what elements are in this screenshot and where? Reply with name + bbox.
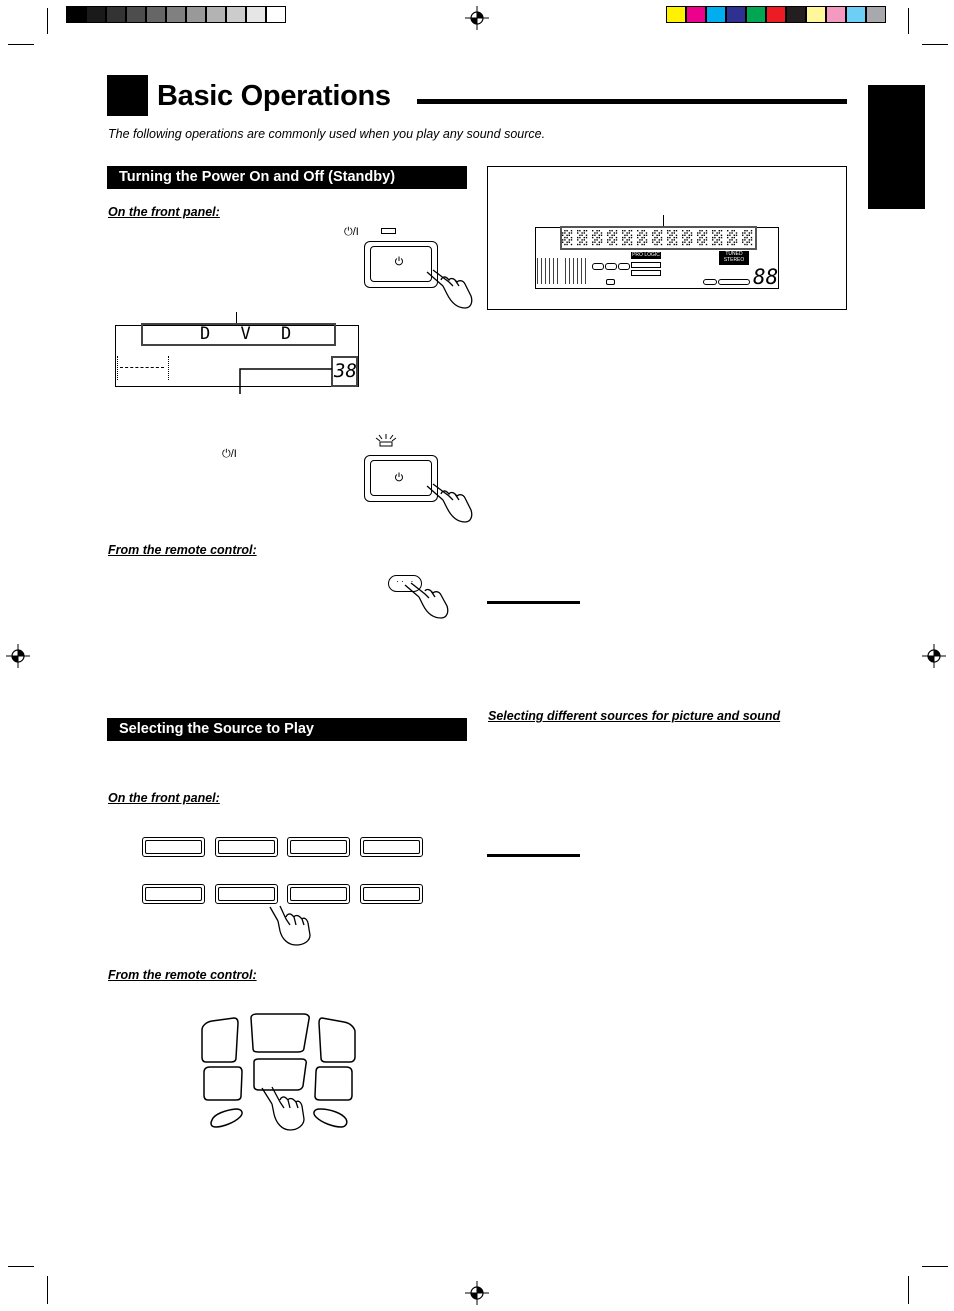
- color-swatch: [746, 6, 766, 23]
- color-swatch: [766, 6, 786, 23]
- different-sources-subhead: Selecting different sources for picture and sound: [488, 709, 781, 723]
- pointing-hand-icon: [258, 1086, 310, 1132]
- level-bars: [537, 258, 561, 284]
- indicator: [703, 279, 717, 285]
- gray-swatch: [246, 6, 266, 23]
- gray-swatch: [146, 6, 166, 23]
- indicator: [592, 263, 604, 270]
- indicator: [606, 279, 615, 285]
- gray-swatch: [186, 6, 206, 23]
- callout-line: [236, 366, 336, 396]
- level-meter-dash: [120, 367, 164, 368]
- indicator: [631, 270, 661, 276]
- crop-mark: [47, 8, 48, 34]
- front-panel-label: On the front panel:: [108, 791, 220, 805]
- source-button[interactable]: [360, 837, 423, 857]
- level-bars: [565, 258, 587, 284]
- standby-symbol-label: ⏻/I: [344, 226, 359, 238]
- character-display-frame: [560, 226, 757, 250]
- source-button[interactable]: [287, 837, 350, 857]
- intro-text: The following operations are commonly used when you play any sound source.: [108, 127, 546, 141]
- registration-mark-icon: [465, 6, 489, 30]
- display-digits: 88: [753, 265, 779, 289]
- crop-mark: [908, 8, 909, 34]
- gray-swatch: [166, 6, 186, 23]
- gray-swatch: [206, 6, 226, 23]
- source-button[interactable]: [215, 837, 278, 857]
- front-panel-label: On the front panel:: [108, 205, 220, 219]
- display-source-name: D V D: [200, 324, 302, 344]
- section-heading-source: Selecting the Source to Play: [107, 718, 467, 741]
- crop-mark: [908, 1276, 909, 1304]
- color-swatch: [806, 6, 826, 23]
- color-swatch: [666, 6, 686, 23]
- color-swatch: [726, 6, 746, 23]
- source-button[interactable]: [215, 884, 278, 904]
- gray-swatch: [126, 6, 146, 23]
- pointing-hand-icon: [264, 905, 316, 947]
- power-icon: [394, 256, 404, 266]
- standby-symbol-label: ⏻/I: [222, 448, 237, 460]
- page-title: Basic Operations: [157, 80, 391, 112]
- color-swatch: [826, 6, 846, 23]
- remote-control-label: From the remote control:: [108, 968, 257, 982]
- display-volume: 38: [334, 360, 357, 382]
- lamp-blink-icon: [373, 433, 399, 449]
- gray-swatch: [66, 6, 86, 23]
- source-button[interactable]: [142, 884, 205, 904]
- power-icon: [394, 472, 404, 482]
- gray-swatch: [86, 6, 106, 23]
- registration-mark-icon: [922, 644, 946, 668]
- pointing-hand-icon: [403, 582, 451, 620]
- title-rule: [417, 99, 847, 104]
- pointing-hand-icon: [425, 268, 475, 310]
- note-rule: [487, 854, 580, 857]
- crop-mark: [8, 44, 34, 45]
- gray-swatch: [226, 6, 246, 23]
- indicator: [631, 262, 661, 268]
- indicator: [618, 263, 630, 270]
- color-swatch: [866, 6, 886, 23]
- level-meter: [117, 356, 169, 380]
- crop-mark: [922, 44, 948, 45]
- color-swatch: [686, 6, 706, 23]
- tuned-stereo-tag: [719, 251, 749, 265]
- color-swatch: [786, 6, 806, 23]
- indicator: [718, 279, 750, 285]
- registration-mark-icon: [465, 1281, 489, 1305]
- section-heading-power: Turning the Power On and Off (Standby): [107, 166, 467, 189]
- remote-button-dots: ·· ·: [396, 576, 416, 586]
- source-button[interactable]: [360, 884, 423, 904]
- color-swatch: [706, 6, 726, 23]
- gray-swatch: [266, 6, 286, 23]
- crop-mark: [8, 1266, 34, 1267]
- pointing-hand-icon: [425, 482, 475, 524]
- registration-mark-icon: [6, 644, 30, 668]
- gray-swatch: [106, 6, 126, 23]
- standby-lamp: [381, 228, 396, 234]
- title-marker: [107, 75, 148, 116]
- remote-control-label: From the remote control:: [108, 543, 257, 557]
- source-button[interactable]: [142, 837, 205, 857]
- color-swatch: [846, 6, 866, 23]
- tuned-label: TUNED: [725, 251, 743, 257]
- indicator: [605, 263, 617, 270]
- crop-mark: [922, 1266, 948, 1267]
- pro-logic-tag: PRO LOGIC: [632, 252, 660, 258]
- stereo-label: STEREO: [723, 257, 745, 263]
- language-tab: [868, 85, 925, 209]
- crop-mark: [47, 1276, 48, 1304]
- note-rule: [487, 601, 580, 604]
- source-button[interactable]: [287, 884, 350, 904]
